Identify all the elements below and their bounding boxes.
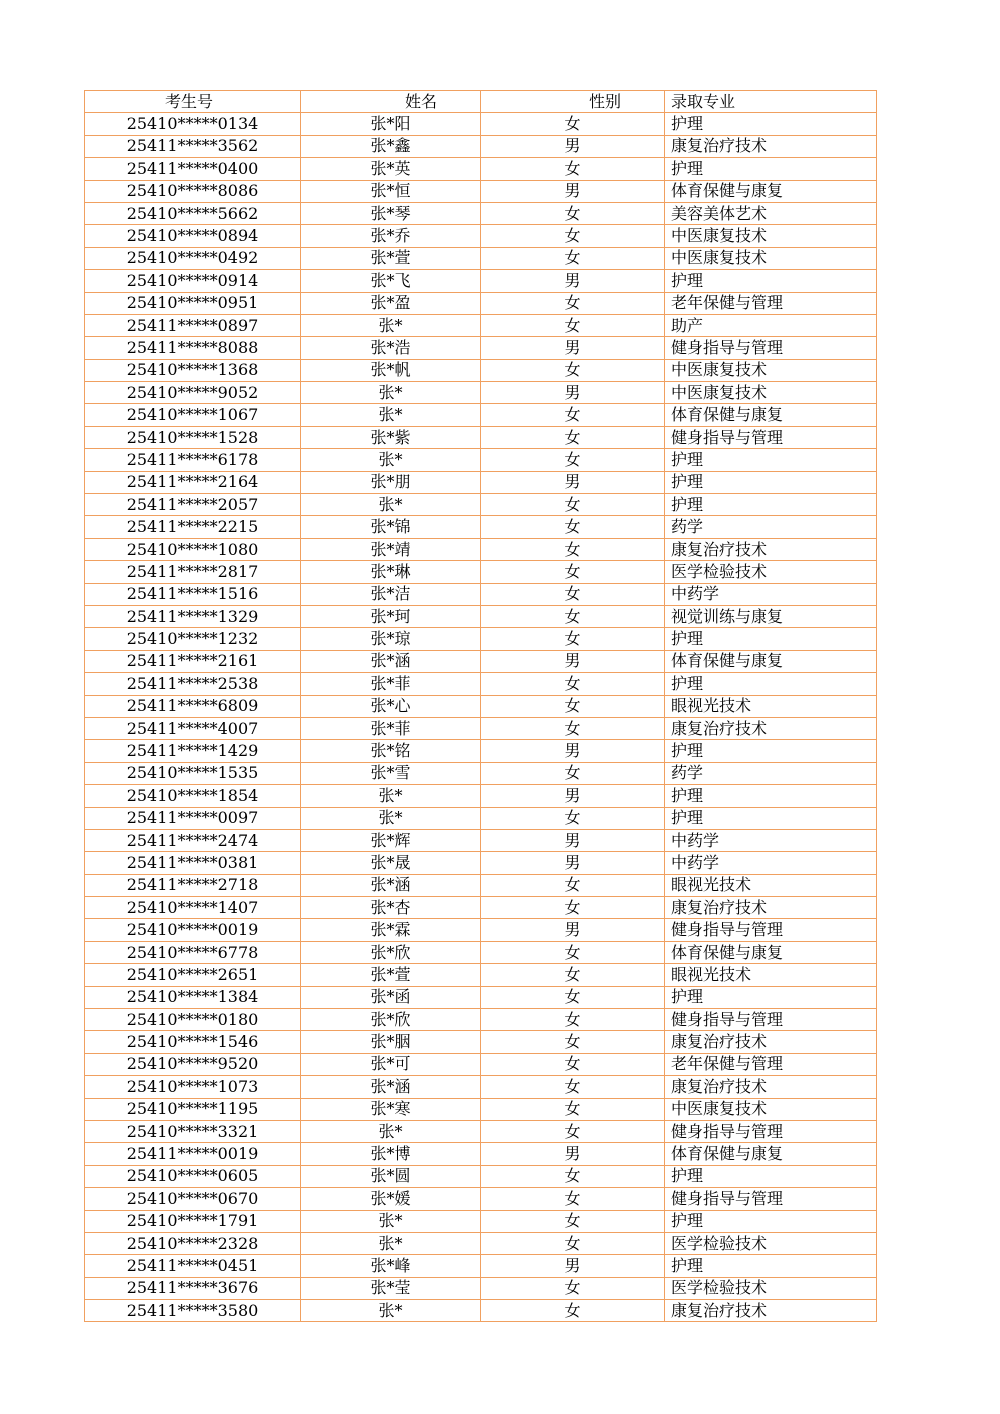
cell-exam-number: 25410*****1528: [85, 426, 301, 448]
cell-major: 健身指导与管理: [665, 919, 877, 941]
table-row: [85, 964, 877, 986]
table-row: [85, 180, 877, 202]
cell-exam-number: 25411*****1429: [85, 740, 301, 762]
cell-gender: 女: [481, 874, 665, 896]
cell-gender: 女: [481, 964, 665, 986]
table-row: [85, 270, 877, 292]
cell-name: 张*菲: [301, 673, 481, 695]
cell-name: 张*函: [301, 986, 481, 1008]
cell-exam-number: 25410*****5662: [85, 202, 301, 224]
cell-name: 张*霖: [301, 919, 481, 941]
cell-exam-number: 25410*****1368: [85, 359, 301, 381]
cell-gender: 女: [481, 583, 665, 605]
cell-exam-number: 25411*****3580: [85, 1300, 301, 1322]
cell-exam-number: 25410*****1407: [85, 897, 301, 919]
cell-exam-number: 25410*****1195: [85, 1098, 301, 1120]
table-row: [85, 986, 877, 1008]
table-row: [85, 561, 877, 583]
cell-name: 张*: [301, 1232, 481, 1254]
cell-exam-number: 25410*****0894: [85, 225, 301, 247]
cell-exam-number: 25410*****1535: [85, 762, 301, 784]
cell-gender: 女: [481, 538, 665, 560]
table-row: [85, 337, 877, 359]
cell-major: 体育保健与康复: [665, 404, 877, 426]
cell-gender: 女: [481, 1098, 665, 1120]
cell-name: 张*菲: [301, 717, 481, 739]
table-row: [85, 1165, 877, 1187]
cell-gender: 女: [481, 628, 665, 650]
cell-major: 健身指导与管理: [665, 426, 877, 448]
cell-name: 张*帆: [301, 359, 481, 381]
table-row: [85, 158, 877, 180]
cell-name: 张*: [301, 382, 481, 404]
table-row: [85, 1143, 877, 1165]
header-major: 录取专业: [665, 91, 877, 113]
cell-name: 张*欣: [301, 941, 481, 963]
table-row: [85, 382, 877, 404]
cell-major: 护理: [665, 785, 877, 807]
cell-name: 张*锦: [301, 516, 481, 538]
table-row: [85, 673, 877, 695]
cell-major: 体育保健与康复: [665, 941, 877, 963]
cell-name: 张*鑫: [301, 135, 481, 157]
cell-exam-number: 25411*****2718: [85, 874, 301, 896]
cell-exam-number: 25410*****0670: [85, 1188, 301, 1210]
table-row: [85, 941, 877, 963]
table-row: [85, 471, 877, 493]
cell-gender: 男: [481, 471, 665, 493]
table-row: [85, 225, 877, 247]
cell-major: 中药学: [665, 583, 877, 605]
cell-gender: 男: [481, 919, 665, 941]
cell-name: 张*寒: [301, 1098, 481, 1120]
cell-name: 张*盈: [301, 292, 481, 314]
cell-major: 医学检验技术: [665, 1277, 877, 1299]
cell-exam-number: 25410*****0180: [85, 1009, 301, 1031]
table-row: [85, 897, 877, 919]
table-row: [85, 807, 877, 829]
cell-exam-number: 25410*****8086: [85, 180, 301, 202]
cell-major: 护理: [665, 449, 877, 471]
cell-major: 护理: [665, 1210, 877, 1232]
table-row: [85, 1098, 877, 1120]
cell-exam-number: 25411*****0097: [85, 807, 301, 829]
table-row: [85, 1031, 877, 1053]
cell-name: 张*莹: [301, 1277, 481, 1299]
cell-name: 张*晟: [301, 852, 481, 874]
table-row: [85, 538, 877, 560]
cell-exam-number: 25411*****2161: [85, 650, 301, 672]
cell-major: 护理: [665, 673, 877, 695]
cell-major: 美容美体艺术: [665, 202, 877, 224]
cell-name: 张*: [301, 314, 481, 336]
cell-gender: 男: [481, 740, 665, 762]
cell-exam-number: 25411*****2817: [85, 561, 301, 583]
cell-gender: 女: [481, 1277, 665, 1299]
cell-exam-number: 25410*****2328: [85, 1232, 301, 1254]
cell-exam-number: 25411*****0897: [85, 314, 301, 336]
table-row: [85, 1277, 877, 1299]
cell-exam-number: 25410*****0134: [85, 113, 301, 135]
cell-gender: 男: [481, 1143, 665, 1165]
cell-gender: 女: [481, 314, 665, 336]
cell-name: 张*欣: [301, 1009, 481, 1031]
cell-gender: 女: [481, 494, 665, 516]
cell-exam-number: 25410*****1080: [85, 538, 301, 560]
cell-major: 护理: [665, 807, 877, 829]
cell-major: 康复治疗技术: [665, 717, 877, 739]
cell-gender: 男: [481, 270, 665, 292]
cell-major: 康复治疗技术: [665, 1300, 877, 1322]
cell-major: 护理: [665, 986, 877, 1008]
cell-name: 张*洁: [301, 583, 481, 605]
table-row: [85, 1300, 877, 1322]
table-row: [85, 1120, 877, 1142]
header-row: [85, 91, 877, 113]
table-row: [85, 785, 877, 807]
cell-major: 中医康复技术: [665, 247, 877, 269]
table-row: [85, 1255, 877, 1277]
cell-exam-number: 25411*****2215: [85, 516, 301, 538]
cell-name: 张*紫: [301, 426, 481, 448]
cell-name: 张*: [301, 1120, 481, 1142]
cell-major: 康复治疗技术: [665, 538, 877, 560]
table-row: [85, 762, 877, 784]
cell-exam-number: 25410*****1384: [85, 986, 301, 1008]
table-row: [85, 717, 877, 739]
cell-exam-number: 25410*****0019: [85, 919, 301, 941]
cell-gender: 女: [481, 1210, 665, 1232]
cell-gender: 女: [481, 695, 665, 717]
cell-exam-number: 25411*****2538: [85, 673, 301, 695]
table-row: [85, 292, 877, 314]
cell-major: 护理: [665, 740, 877, 762]
table-row: [85, 829, 877, 851]
cell-gender: 女: [481, 292, 665, 314]
cell-exam-number: 25411*****6178: [85, 449, 301, 471]
cell-name: 张*阳: [301, 113, 481, 135]
cell-name: 张*涵: [301, 650, 481, 672]
cell-gender: 女: [481, 247, 665, 269]
cell-gender: 女: [481, 605, 665, 627]
cell-major: 护理: [665, 471, 877, 493]
table-row: [85, 113, 877, 135]
cell-exam-number: 25410*****1546: [85, 1031, 301, 1053]
cell-exam-number: 25411*****2164: [85, 471, 301, 493]
cell-exam-number: 25410*****0951: [85, 292, 301, 314]
cell-exam-number: 25411*****6809: [85, 695, 301, 717]
cell-major: 体育保健与康复: [665, 1143, 877, 1165]
cell-gender: 女: [481, 1232, 665, 1254]
table-row: [85, 1232, 877, 1254]
cell-gender: 女: [481, 762, 665, 784]
cell-exam-number: 25410*****3321: [85, 1120, 301, 1142]
cell-major: 中医康复技术: [665, 359, 877, 381]
cell-exam-number: 25410*****1232: [85, 628, 301, 650]
admission-table: [84, 90, 877, 1322]
cell-name: 张*: [301, 1210, 481, 1232]
table-row: [85, 605, 877, 627]
cell-gender: 女: [481, 1009, 665, 1031]
cell-gender: 女: [481, 1300, 665, 1322]
cell-gender: 男: [481, 337, 665, 359]
cell-gender: 女: [481, 225, 665, 247]
table-body: [85, 113, 877, 1322]
cell-exam-number: 25410*****9520: [85, 1053, 301, 1075]
cell-gender: 女: [481, 561, 665, 583]
cell-name: 张*英: [301, 158, 481, 180]
table-row: [85, 449, 877, 471]
table-row: [85, 426, 877, 448]
cell-gender: 女: [481, 1053, 665, 1075]
table-row: [85, 202, 877, 224]
cell-name: 张*浩: [301, 337, 481, 359]
cell-gender: 女: [481, 1188, 665, 1210]
cell-major: 药学: [665, 516, 877, 538]
cell-major: 护理: [665, 494, 877, 516]
cell-name: 张*: [301, 449, 481, 471]
cell-gender: 女: [481, 1165, 665, 1187]
cell-major: 中药学: [665, 852, 877, 874]
cell-major: 老年保健与管理: [665, 1053, 877, 1075]
cell-major: 老年保健与管理: [665, 292, 877, 314]
cell-name: 张*朋: [301, 471, 481, 493]
cell-gender: 男: [481, 650, 665, 672]
cell-name: 张*辉: [301, 829, 481, 851]
cell-major: 护理: [665, 113, 877, 135]
table-row: [85, 919, 877, 941]
cell-exam-number: 25410*****2651: [85, 964, 301, 986]
cell-gender: 男: [481, 382, 665, 404]
cell-gender: 女: [481, 158, 665, 180]
cell-exam-number: 25410*****1073: [85, 1076, 301, 1098]
cell-exam-number: 25411*****2057: [85, 494, 301, 516]
cell-gender: 女: [481, 1031, 665, 1053]
cell-gender: 女: [481, 717, 665, 739]
cell-exam-number: 25411*****3562: [85, 135, 301, 157]
cell-name: 张*博: [301, 1143, 481, 1165]
table-row: [85, 1009, 877, 1031]
cell-gender: 女: [481, 404, 665, 426]
cell-name: 张*峰: [301, 1255, 481, 1277]
cell-major: 护理: [665, 1165, 877, 1187]
table-row: [85, 135, 877, 157]
table-row: [85, 740, 877, 762]
cell-gender: 女: [481, 673, 665, 695]
cell-gender: 男: [481, 785, 665, 807]
cell-major: 医学检验技术: [665, 561, 877, 583]
cell-exam-number: 25410*****1854: [85, 785, 301, 807]
cell-major: 中医康复技术: [665, 382, 877, 404]
cell-exam-number: 25410*****0605: [85, 1165, 301, 1187]
cell-major: 眼视光技术: [665, 964, 877, 986]
cell-gender: 男: [481, 135, 665, 157]
cell-name: 张*靖: [301, 538, 481, 560]
cell-name: 张*雪: [301, 762, 481, 784]
cell-major: 护理: [665, 1255, 877, 1277]
cell-gender: 女: [481, 426, 665, 448]
cell-major: 康复治疗技术: [665, 135, 877, 157]
table-row: [85, 516, 877, 538]
cell-major: 护理: [665, 628, 877, 650]
cell-major: 药学: [665, 762, 877, 784]
table-row: [85, 1210, 877, 1232]
cell-name: 张*: [301, 807, 481, 829]
cell-major: 康复治疗技术: [665, 897, 877, 919]
header-name: 姓名: [301, 91, 481, 113]
cell-gender: 男: [481, 180, 665, 202]
cell-major: 体育保健与康复: [665, 180, 877, 202]
cell-major: 眼视光技术: [665, 874, 877, 896]
cell-major: 康复治疗技术: [665, 1076, 877, 1098]
cell-major: 护理: [665, 270, 877, 292]
cell-exam-number: 25411*****4007: [85, 717, 301, 739]
cell-gender: 男: [481, 829, 665, 851]
cell-gender: 女: [481, 941, 665, 963]
header-gender: 性别: [481, 91, 665, 113]
cell-exam-number: 25411*****1329: [85, 605, 301, 627]
cell-name: 张*圆: [301, 1165, 481, 1187]
table-header: [85, 91, 877, 113]
cell-gender: 女: [481, 202, 665, 224]
cell-name: 张*珂: [301, 605, 481, 627]
table-row: [85, 628, 877, 650]
cell-name: 张*飞: [301, 270, 481, 292]
table-row: [85, 359, 877, 381]
cell-name: 张*胭: [301, 1031, 481, 1053]
table-row: [85, 404, 877, 426]
cell-name: 张*心: [301, 695, 481, 717]
cell-major: 眼视光技术: [665, 695, 877, 717]
cell-name: 张*涵: [301, 1076, 481, 1098]
cell-name: 张*萱: [301, 964, 481, 986]
table-row: [85, 583, 877, 605]
cell-major: 助产: [665, 314, 877, 336]
cell-name: 张*铭: [301, 740, 481, 762]
cell-major: 健身指导与管理: [665, 337, 877, 359]
cell-gender: 女: [481, 516, 665, 538]
cell-name: 张*: [301, 785, 481, 807]
cell-exam-number: 25411*****8088: [85, 337, 301, 359]
cell-exam-number: 25411*****1516: [85, 583, 301, 605]
cell-exam-number: 25411*****3676: [85, 1277, 301, 1299]
table-row: [85, 874, 877, 896]
cell-name: 张*: [301, 1300, 481, 1322]
cell-name: 张*媛: [301, 1188, 481, 1210]
cell-gender: 女: [481, 1120, 665, 1142]
cell-exam-number: 25411*****2474: [85, 829, 301, 851]
cell-major: 健身指导与管理: [665, 1009, 877, 1031]
cell-name: 张*恒: [301, 180, 481, 202]
table-row: [85, 247, 877, 269]
cell-name: 张*琳: [301, 561, 481, 583]
cell-name: 张*琴: [301, 202, 481, 224]
cell-exam-number: 25410*****0914: [85, 270, 301, 292]
cell-gender: 女: [481, 113, 665, 135]
cell-exam-number: 25410*****1791: [85, 1210, 301, 1232]
cell-major: 中医康复技术: [665, 225, 877, 247]
cell-name: 张*琼: [301, 628, 481, 650]
cell-major: 中医康复技术: [665, 1098, 877, 1120]
cell-name: 张*可: [301, 1053, 481, 1075]
cell-major: 医学检验技术: [665, 1232, 877, 1254]
cell-gender: 女: [481, 897, 665, 919]
table-row: [85, 1076, 877, 1098]
cell-exam-number: 25410*****1067: [85, 404, 301, 426]
cell-exam-number: 25410*****6778: [85, 941, 301, 963]
cell-exam-number: 25410*****0492: [85, 247, 301, 269]
cell-exam-number: 25411*****0019: [85, 1143, 301, 1165]
cell-gender: 男: [481, 1255, 665, 1277]
table-row: [85, 1053, 877, 1075]
cell-gender: 女: [481, 807, 665, 829]
cell-gender: 女: [481, 449, 665, 471]
cell-major: 健身指导与管理: [665, 1188, 877, 1210]
cell-exam-number: 25411*****0381: [85, 852, 301, 874]
cell-major: 视觉训练与康复: [665, 605, 877, 627]
cell-gender: 男: [481, 852, 665, 874]
cell-name: 张*乔: [301, 225, 481, 247]
cell-gender: 女: [481, 1076, 665, 1098]
cell-major: 中药学: [665, 829, 877, 851]
cell-exam-number: 25411*****0451: [85, 1255, 301, 1277]
cell-major: 护理: [665, 158, 877, 180]
cell-gender: 女: [481, 359, 665, 381]
cell-name: 张*杏: [301, 897, 481, 919]
header-exam-number: 考生号: [85, 91, 301, 113]
cell-name: 张*涵: [301, 874, 481, 896]
cell-name: 张*: [301, 404, 481, 426]
cell-exam-number: 25410*****9052: [85, 382, 301, 404]
cell-name: 张*: [301, 494, 481, 516]
cell-name: 张*萱: [301, 247, 481, 269]
table-row: [85, 695, 877, 717]
cell-major: 健身指导与管理: [665, 1120, 877, 1142]
cell-exam-number: 25411*****0400: [85, 158, 301, 180]
table-row: [85, 314, 877, 336]
table-row: [85, 852, 877, 874]
cell-gender: 女: [481, 986, 665, 1008]
cell-major: 体育保健与康复: [665, 650, 877, 672]
table-row: [85, 494, 877, 516]
cell-major: 康复治疗技术: [665, 1031, 877, 1053]
table-row: [85, 650, 877, 672]
table-row: [85, 1188, 877, 1210]
